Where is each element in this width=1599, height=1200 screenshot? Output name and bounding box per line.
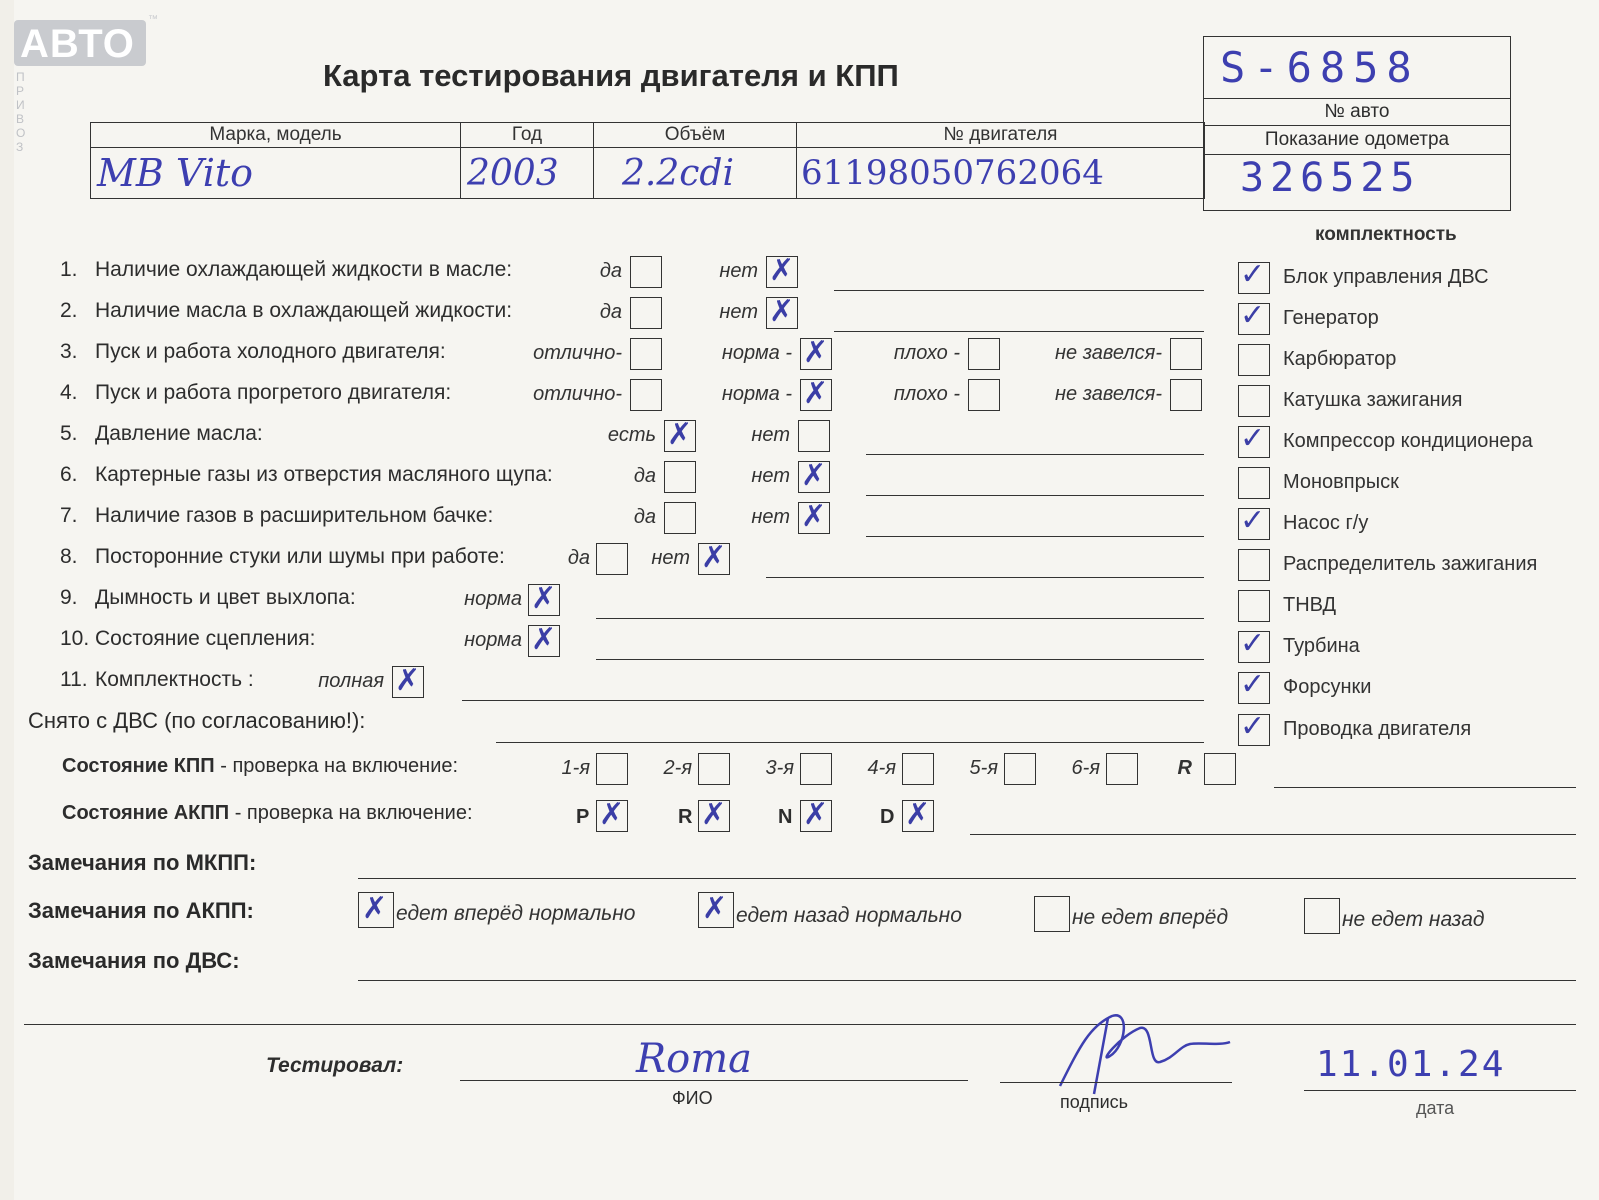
completeness-label: Генератор	[1283, 307, 1379, 329]
check-mark-icon: ✓	[1240, 257, 1266, 292]
cross-mark-icon: ✗	[702, 891, 728, 926]
option-label: да	[633, 506, 656, 528]
akpp-mode-label: D	[880, 806, 895, 828]
removed-label: Снято с ДВС (по согласованию!):	[28, 708, 366, 733]
option-label: норма	[464, 629, 522, 651]
akpp-notes-line	[970, 834, 1576, 835]
question-number: 7.	[60, 504, 78, 527]
completeness-label: Проводка двигателя	[1283, 718, 1472, 740]
cross-mark-icon: ✗	[803, 376, 829, 411]
gear-checkbox[interactable]	[902, 753, 934, 785]
tester-name: Roma	[636, 1036, 752, 1082]
question-text: Комплектность :	[95, 668, 254, 691]
remarks-akpp-label: Замечания по АКПП:	[28, 898, 254, 923]
logo-brand: АВТО	[20, 22, 135, 66]
gear-label: 3-я	[765, 757, 794, 779]
remarks-mkpp-line	[358, 878, 1576, 879]
option-checkbox[interactable]	[630, 338, 662, 370]
car-number-box	[1203, 36, 1511, 211]
option-checkbox[interactable]	[630, 256, 662, 288]
question-text: Пуск и работа холодного двигателя:	[95, 340, 446, 363]
make-model-value: MB Vito	[97, 151, 253, 195]
option-label: нет	[651, 547, 690, 569]
akpp-label-bold: Состояние АКПП	[62, 802, 230, 824]
cross-mark-icon: ✗	[801, 499, 827, 534]
cross-mark-icon: ✗	[531, 581, 557, 616]
completeness-label: Турбина	[1283, 635, 1360, 657]
akpp-remark-checkbox[interactable]	[1304, 898, 1340, 934]
col-make-model: Марка, модель	[91, 123, 461, 148]
cross-mark-icon: ✗	[701, 540, 727, 575]
option-checkbox[interactable]	[630, 297, 662, 329]
volume-value: 2.2cdi	[622, 152, 734, 194]
kpp-notes-line	[1274, 787, 1576, 788]
option-checkbox[interactable]	[664, 502, 696, 534]
kpp-label-bold: Состояние КПП	[62, 755, 215, 777]
option-label: не завелся-	[1055, 342, 1162, 364]
gear-checkbox[interactable]	[1106, 753, 1138, 785]
cross-mark-icon: ✗	[769, 294, 795, 329]
question-text: Посторонние стуки или шумы при работе:	[95, 545, 505, 568]
signature-line	[1000, 1082, 1232, 1083]
akpp-remark-label: едет вперёд нормально	[396, 902, 636, 925]
notes-line	[596, 659, 1204, 660]
question-number: 5.	[60, 422, 78, 445]
gear-label: 6-я	[1071, 757, 1100, 779]
tested-by-label: Тестировал:	[266, 1054, 404, 1077]
akpp-label	[62, 802, 473, 825]
logo-tm: ™	[148, 14, 158, 25]
completeness-label: Распределитель зажигания	[1283, 553, 1538, 575]
cell-make-model	[91, 148, 461, 199]
data-label: дата	[1416, 1098, 1455, 1118]
question-number: 1.	[60, 258, 78, 281]
question-number: 10.	[60, 627, 90, 650]
question-text: Пуск и работа прогретого двигателя:	[95, 381, 452, 404]
akpp-label-rest: - проверка на включение:	[229, 802, 473, 824]
completeness-label: Карбюратор	[1283, 348, 1397, 370]
option-checkbox[interactable]	[968, 379, 1000, 411]
option-label: плохо -	[893, 383, 960, 405]
signature-image	[1050, 1006, 1240, 1098]
remarks-dvs-label: Замечания по ДВС:	[28, 948, 240, 973]
cross-mark-icon: ✗	[803, 797, 829, 832]
option-label: отлично-	[533, 383, 622, 405]
question-number: 9.	[60, 586, 78, 609]
option-label: да	[599, 301, 622, 323]
odometer-value: 326525	[1240, 155, 1421, 201]
option-label: нет	[751, 465, 790, 487]
cross-mark-icon: ✗	[362, 891, 388, 926]
cell-year	[461, 148, 594, 199]
completeness-checkbox[interactable]	[1238, 590, 1270, 622]
option-label: отлично-	[533, 342, 622, 364]
kpp-label	[62, 755, 458, 778]
option-checkbox[interactable]	[798, 420, 830, 452]
question-number: 4.	[60, 381, 78, 404]
completeness-label: Блок управления ДВС	[1283, 266, 1489, 288]
check-mark-icon: ✓	[1240, 421, 1266, 456]
fio-line	[460, 1080, 968, 1081]
question-text: Картерные газы из отверстия масляного щупа:	[95, 463, 553, 486]
gear-checkbox[interactable]	[800, 753, 832, 785]
option-label: да	[599, 260, 622, 282]
question-text: Наличие охлаждающей жидкости в масле:	[95, 258, 513, 281]
option-label: плохо -	[893, 342, 960, 364]
option-label: нет	[719, 260, 758, 282]
gear-checkbox[interactable]	[698, 753, 730, 785]
remarks-dvs-line	[358, 980, 1576, 981]
remarks-mkpp-label: Замечания по МКПП:	[28, 850, 257, 875]
cross-mark-icon: ✗	[701, 797, 727, 832]
engine-no-value: 61198050762064	[801, 153, 1104, 193]
gear-label: 4-я	[867, 757, 896, 779]
completeness-title: комплектность	[1315, 224, 1457, 245]
option-label: нет	[719, 301, 758, 323]
check-mark-icon: ✓	[1240, 709, 1266, 744]
option-label: нет	[751, 506, 790, 528]
test-date: 11.01.24	[1316, 1044, 1506, 1085]
car-number-label: № авто	[1324, 101, 1390, 122]
option-label: норма -	[721, 383, 792, 405]
akpp-mode-label: R	[678, 806, 693, 828]
akpp-remark-checkbox[interactable]	[1034, 896, 1070, 932]
completeness-checkbox[interactable]	[1238, 344, 1270, 376]
gear-checkbox[interactable]	[596, 753, 628, 785]
col-year: Год	[461, 123, 594, 148]
option-label: норма	[464, 588, 522, 610]
notes-line	[866, 495, 1204, 496]
podpis-label: подпись	[1060, 1092, 1129, 1112]
notes-line	[766, 577, 1204, 578]
cross-mark-icon: ✗	[531, 622, 557, 657]
car-number-value: S-6858	[1220, 43, 1420, 92]
option-label: да	[567, 547, 590, 569]
gear-checkbox[interactable]	[1004, 753, 1036, 785]
completeness-label: Моновпрыск	[1283, 471, 1399, 493]
option-label: есть	[607, 424, 656, 446]
notes-line	[866, 454, 1204, 455]
question-number: 8.	[60, 545, 78, 568]
notes-line	[596, 618, 1204, 619]
kpp-label-rest: - проверка на включение:	[214, 755, 459, 777]
completeness-checkbox[interactable]	[1238, 549, 1270, 581]
cross-mark-icon: ✗	[803, 335, 829, 370]
option-checkbox[interactable]	[596, 543, 628, 575]
notes-line	[834, 331, 1204, 332]
cross-mark-icon: ✗	[395, 663, 421, 698]
gear-label: 1-я	[561, 757, 590, 779]
notes-line	[462, 700, 1204, 701]
option-label: нет	[751, 424, 790, 446]
option-label: полная	[318, 670, 384, 692]
gear-label: 2-я	[663, 757, 692, 779]
akpp-mode-label: P	[576, 806, 590, 828]
completeness-checkbox[interactable]	[1238, 385, 1270, 417]
logo-sub: П Р И В О З	[16, 70, 29, 154]
fio-label: ФИО	[672, 1088, 713, 1108]
cross-mark-icon: ✗	[801, 458, 827, 493]
question-text: Наличие газов в расширительном бачке:	[95, 504, 494, 527]
option-checkbox[interactable]	[1170, 338, 1202, 370]
option-label: норма -	[721, 342, 792, 364]
option-checkbox[interactable]	[968, 338, 1000, 370]
question-text: Состояние сцепления:	[95, 627, 316, 650]
gear-checkbox[interactable]	[1204, 753, 1236, 785]
cross-mark-icon: ✗	[905, 797, 931, 832]
removed-line	[496, 742, 1204, 743]
cross-mark-icon: ✗	[599, 797, 625, 832]
completeness-label: Насос г/у	[1283, 512, 1369, 534]
completeness-label: Компрессор кондиционера	[1283, 430, 1533, 452]
question-number: 3.	[60, 340, 78, 363]
odometer-label: Показание одометра	[1264, 129, 1450, 150]
col-volume: Объём	[594, 123, 797, 148]
check-mark-icon: ✓	[1240, 667, 1266, 702]
akpp-remark-label: не едет вперёд	[1072, 906, 1229, 929]
col-engine-no: № двигателя	[797, 123, 1205, 148]
check-mark-icon: ✓	[1240, 626, 1266, 661]
cross-mark-icon: ✗	[667, 417, 693, 452]
year-value: 2003	[467, 152, 559, 194]
page-title: Карта тестирования двигателя и КПП	[323, 58, 899, 93]
option-checkbox[interactable]	[630, 379, 662, 411]
notes-line	[834, 290, 1204, 291]
question-number: 11.	[60, 668, 88, 691]
question-number: 6.	[60, 463, 78, 486]
option-checkbox[interactable]	[664, 461, 696, 493]
cross-mark-icon: ✗	[769, 253, 795, 288]
akpp-remark-label: не едет назад	[1342, 908, 1485, 931]
completeness-label: Форсунки	[1283, 676, 1372, 698]
cell-engine-no	[797, 148, 1205, 199]
completeness-checkbox[interactable]	[1238, 467, 1270, 499]
completeness-label: ТНВД	[1283, 594, 1337, 616]
remarks-dvs-line-2	[24, 1024, 1576, 1025]
question-text: Наличие масла в охлаждающей жидкости:	[95, 299, 513, 322]
option-checkbox[interactable]	[1170, 379, 1202, 411]
check-mark-icon: ✓	[1240, 503, 1266, 538]
date-line	[1304, 1090, 1576, 1091]
gear-label: R	[1177, 757, 1192, 779]
notes-line	[866, 536, 1204, 537]
option-label: не завелся-	[1055, 383, 1162, 405]
vehicle-header-table	[90, 122, 1205, 199]
check-mark-icon: ✓	[1240, 298, 1266, 333]
cell-volume	[594, 148, 797, 199]
question-number: 2.	[60, 299, 78, 322]
completeness-label: Катушка зажигания	[1283, 389, 1463, 411]
option-label: да	[633, 465, 656, 487]
gear-label: 5-я	[969, 757, 998, 779]
question-text: Давление масла:	[95, 422, 263, 445]
akpp-mode-label: N	[778, 806, 793, 828]
akpp-remark-label: едет назад нормально	[736, 904, 962, 927]
question-text: Дымность и цвет выхлопа:	[95, 586, 356, 609]
